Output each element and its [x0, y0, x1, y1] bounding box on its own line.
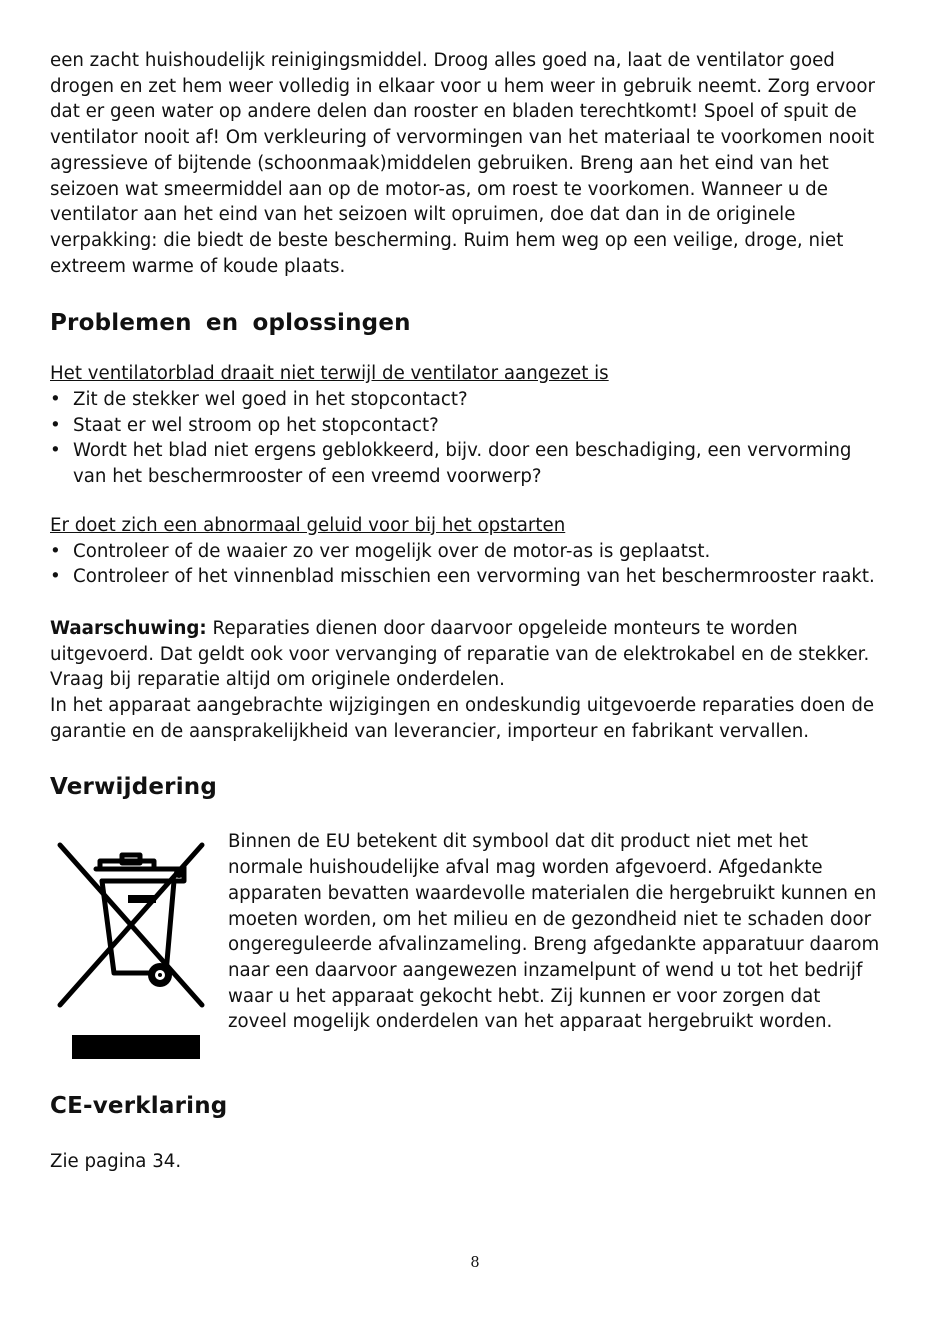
list-item: • Staat er wel stroom op het stopcontact? [50, 413, 880, 439]
list-item: • Wordt het blad niet ergens geblokkeerd, bijv. door een beschadiging, een vervorming van het beschermrooster of een vreemd voorwerp? [50, 440, 852, 488]
issue1-checklist [50, 387, 880, 490]
ce-heading: CE-verklaring [50, 1093, 228, 1120]
disposal-heading: Verwijdering [50, 774, 218, 801]
bullet-icon: • [50, 566, 61, 588]
problems-heading: Problemen en oplossingen [50, 310, 411, 337]
list-item: • Zit de stekker wel goed in het stopcontact? [50, 387, 880, 413]
bullet-icon: • [50, 389, 61, 411]
issue-title-blade-not-turning: Het ventilatorblad draait niet terwijl de ventilator aangezet is [50, 363, 609, 385]
issue-title-abnormal-noise: Er doet zich een abnormaal geluid voor bij het opstarten [50, 514, 566, 536]
ce-text: Zie pagina 34. [50, 1151, 182, 1173]
bullet-icon: • [50, 440, 61, 462]
intro-paragraph: een zacht huishoudelijk reinigingsmiddel. Droog alles goed na, laat de ventilator goed drogen en zet hem weer volledig in elkaar voor u hem weer in gebruik neemt. Zorg ervoor dat er geen water op andere delen dan rooster en bladen terechtkomt! Spoel of spuit de ventilator nooit af! Om verkleuring of vervormingen van het materiaal te voorkomen nooit agressieve of bijtende (schoonmaak)middelen gebruiken. Breng aan het eind van het seizoen wat smeermiddel aan op de motor-as, om roest te voorkomen. Wanneer u de ventilator aan het eind van het seizoen wilt opruimen, doe dat dan in de originele verpakking: die biedt de beste bescherming. Ruim hem weg op een veilige, droge, niet extreem warme of koude plaats. [50, 50, 876, 277]
bullet-icon: • [50, 414, 61, 436]
list-item: • Controleer of de waaier zo ver mogelijk over de motor-as is geplaatst. [50, 539, 880, 565]
disposal-section [50, 829, 880, 1065]
bullet-icon: • [50, 540, 61, 562]
warning-label: Waarschuwing: [50, 617, 207, 639]
disposal-text: Binnen de EU betekent dit symbool dat dit product niet met het normale huishoudelijke afval mag worden afgevoerd. Afgedankte apparaten bevatten waardevolle materialen die hergebruikt kunnen en moeten worden, om het milieu en de gezondheid niet te schaden door ongereguleerde afvalinzameling. Breng afgedankte apparatuur daarom naar een daarvoor aangewezen inzamelpunt of wend u tot het bedrijf waar u het apparaat gekocht hebt. Zij kunnen er voor zorgen dat zoveel mogelijk onderdelen van het apparaat hergebruikt worden. [228, 831, 880, 1033]
page-number: 8 [470, 1255, 480, 1271]
warning-text: Reparaties dienen door daarvoor opgeleide monteurs te worden uitgevoerd. Dat geldt ook voor vervanging of reparatie van de elektrokabel en de stekker. Vraag bij reparatie altijd om originele onderdelen. [50, 617, 870, 691]
warning-paragraph-2: In het apparaat aangebrachte wijzigingen en ondeskundig uitgevoerde reparaties doen de garantie en de aansprakelijkheid van leverancier, importeur en fabrikant vervallen. [50, 695, 875, 742]
document-page [50, 48, 880, 1175]
issue2-checklist [50, 539, 880, 590]
list-item: • Controleer of het vinnenblad misschien een vervorming van het beschermrooster raakt. [50, 564, 880, 590]
crossed-out-wheelie-bin-icon [56, 837, 206, 1059]
warning-paragraph [50, 616, 880, 693]
